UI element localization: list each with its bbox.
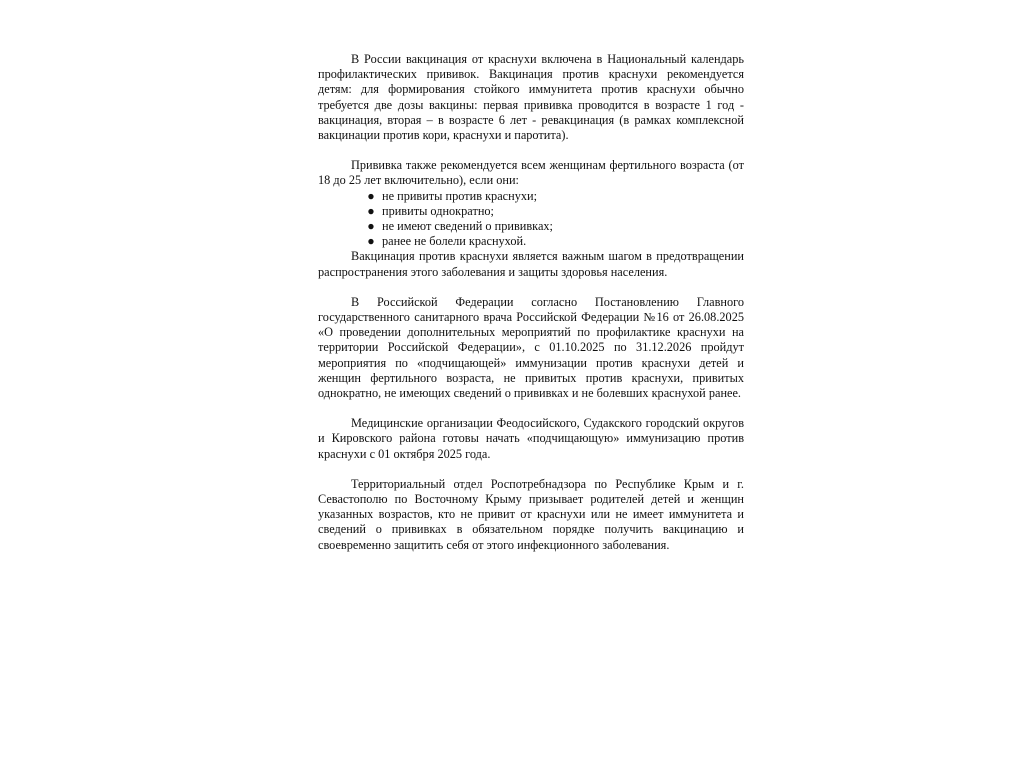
bullet-icon: ● <box>367 219 375 234</box>
paragraph-vaccination-calendar: В России вакцинация от краснухи включена в Национальный календарь профилактических прививок. Вакцинация против краснухи рекомендуется детям: для формирования стойкого иммунитета против краснухи обычно требуется две дозы вакцины: первая прививка проводится в возрасте 1 год - вакцинация, вторая – в возрасте 6 лет - ревакцинация (в рамках комплексной вакцинации против кори, краснухи и паротита). <box>318 52 744 143</box>
paragraph-importance: Вакцинация против краснухи является важным шагом в предотвращении распространения этого заболевания и защиты здоровья населения. <box>318 249 744 279</box>
list-item <box>318 204 744 219</box>
list-item <box>318 189 744 204</box>
paragraph-women-recommendation: Прививка также рекомендуется всем женщинам фертильного возраста (от 18 до 25 лет включительно), если они: <box>318 158 744 188</box>
paragraph-medical-organizations: Медицинские организации Феодосийского, Судакского городский округов и Кировского района готовы начать «подчищающую» иммунизацию против краснухи с 01 октября 2025 года. <box>318 416 744 461</box>
list-item <box>318 219 744 234</box>
list-item-text: привиты однократно; <box>382 203 494 218</box>
list-item-text: не имеют сведений о прививках; <box>382 219 553 234</box>
bullet-icon: ● <box>367 203 375 218</box>
conditions-list <box>318 189 744 250</box>
document-page <box>318 52 744 553</box>
list-item-text: ранее не болели краснухой. <box>382 234 527 249</box>
paragraph-call-to-action: Территориальный отдел Роспотребнадзора по Республике Крым и г. Севастополю по Восточному Крыму призывает родителей детей и женщин указанных возрастов, кто не привит от краснухи или не имеет иммунитета и сведений о прививках в обязательном порядке получить вакцинацию и своевременно защитить себя от этого инфекционного заболевания. <box>318 476 744 552</box>
paragraph-federal-decree: В Российской Федерации согласно Постановлению Главного государственного санитарного врача Российской Федерации №16 от 26.08.2025 «О проведении дополнительных мероприятий по профилактике краснухи на территории Российской Федерации», с 01.10.2025 по 31.12.2026 пройдут мероприятия по «подчищающей» иммунизации против краснухи детей и женщин фертильного возраста, не привитых против краснухи, привитых однократно, не имеющих сведений о прививках и не болевших краснухой ранее. <box>318 294 744 401</box>
bullet-icon: ● <box>367 234 375 249</box>
bullet-icon: ● <box>367 188 375 203</box>
list-item <box>318 234 744 249</box>
list-item-text: не привиты против краснухи; <box>382 188 537 203</box>
